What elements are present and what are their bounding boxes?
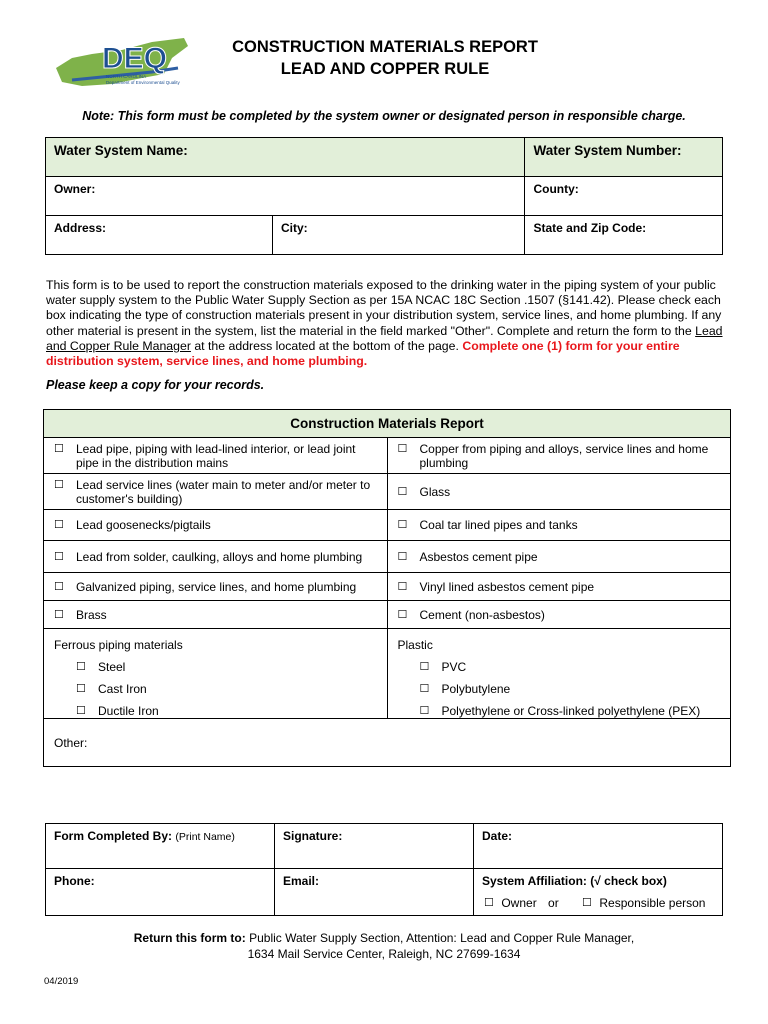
owner-field[interactable]: Owner:	[46, 177, 525, 216]
completion-table	[45, 823, 723, 916]
svg-text:NORTH CAROLINA: NORTH CAROLINA	[106, 74, 147, 79]
svg-text:Department of Environmental Qu: Department of Environmental Quality	[106, 80, 180, 85]
material-left-4-checkbox[interactable]: ☐	[54, 580, 64, 593]
material-right-4-checkbox[interactable]: ☐	[397, 580, 408, 593]
material-left-1	[44, 474, 388, 510]
material-label: Vinyl lined asbestos cement pipe	[419, 579, 595, 594]
material-right-5-checkbox[interactable]: ☐	[397, 608, 408, 621]
logo-text: DEQ	[102, 42, 168, 75]
deq-logo	[52, 28, 194, 100]
material-left-0-checkbox[interactable]: ☐	[54, 442, 64, 455]
material-right-0-checkbox[interactable]: ☐	[397, 442, 408, 455]
plastic-group-option-checkbox[interactable]: ☐	[419, 705, 430, 717]
plastic-group	[387, 629, 731, 719]
material-left-1-checkbox[interactable]: ☐	[54, 478, 64, 491]
address-field[interactable]: Address:	[46, 216, 273, 255]
city-field[interactable]: City:	[273, 216, 525, 255]
ferrous-group-option: Steel	[98, 660, 126, 674]
material-right-1	[387, 474, 731, 510]
material-label: Lead from solder, caulking, alloys and home plumbing	[76, 549, 363, 564]
materials-table	[43, 409, 731, 767]
ferrous-group-option-checkbox[interactable]: ☐	[76, 683, 86, 695]
instructions-paragraph: This form is to be used to report the construction materials exposed to the drinking water in the piping system of your public water supply system to the Public Water Supply Section as per 15A NCAC 18C Section .1507 (§141.42). Please check each box indicating the type of construction materials present in your distribution system, service lines, and home plumbing. If any other material is present in the system, list the material in the field marked "Other". Complete and return the form to the Lead and Copper Rule Manager at the address located at the bottom of the page. Complete one (1) form for your entire distribution system, service lines, and home plumbing.	[46, 278, 723, 369]
plastic-group-option: PVC	[441, 660, 467, 674]
plastic-group-option: Polyethylene or Cross-linked polyethylene (PEX)	[441, 704, 701, 718]
responsible-person-checkbox[interactable]: ☐	[582, 897, 592, 909]
completed-by-field[interactable]: Form Completed By: (Print Name)	[46, 824, 275, 869]
material-label: Lead pipe, piping with lead-lined interior, or lead joint pipe in the distribution mains	[76, 441, 356, 470]
plastic-group-option-checkbox[interactable]: ☐	[419, 683, 430, 695]
one-form-notice: Complete one (1) form for your entire distribution system, service lines, and home plumbing.	[46, 338, 680, 369]
date-field[interactable]: Date:	[474, 824, 723, 869]
lcr-manager-link[interactable]: Lead and Copper Rule Manager	[46, 323, 723, 353]
material-right-3-checkbox[interactable]: ☐	[397, 550, 408, 563]
material-left-2-checkbox[interactable]: ☐	[54, 519, 64, 531]
material-left-4	[44, 573, 388, 601]
signature-field[interactable]: Signature:	[275, 824, 474, 869]
water-system-number-field[interactable]: Water System Number:	[525, 138, 723, 177]
system-info-table	[45, 137, 723, 255]
phone-field[interactable]: Phone:	[46, 869, 275, 916]
ferrous-group-option: Cast Iron	[98, 682, 147, 696]
plastic-group-option-checkbox[interactable]: ☐	[419, 661, 430, 673]
return-address: Return this form to: Public Water Supply Section, Attention: Lead and Copper Rule Manager, 1634 Mail Service Center, Raleigh, NC 27699-1634	[133, 931, 635, 961]
material-label: Coal tar lined pipes and tanks	[419, 518, 578, 532]
material-right-2	[387, 510, 731, 541]
material-right-2-checkbox[interactable]: ☐	[397, 519, 408, 531]
material-left-0	[44, 438, 388, 474]
material-left-3	[44, 541, 388, 573]
material-right-5	[387, 601, 731, 629]
report-title: CONSTRUCTION MATERIALS REPORT	[232, 38, 538, 56]
material-left-5	[44, 601, 388, 629]
material-label: Lead service lines (water main to meter and/or meter to customer's building)	[76, 477, 371, 506]
ferrous-group-option-checkbox[interactable]: ☐	[76, 661, 86, 673]
material-right-4	[387, 573, 731, 601]
completion-note: Note: This form must be completed by the system owner or designated person in responsible charge.	[82, 109, 686, 123]
ferrous-group	[44, 629, 388, 719]
materials-heading: Construction Materials Report	[44, 410, 731, 438]
system-affiliation-field: System Affiliation: (√ check box) ☐ Owner or ☐ Responsible person	[474, 869, 723, 916]
material-left-5-checkbox[interactable]: ☐	[54, 608, 64, 621]
material-right-0	[387, 438, 731, 474]
material-label: Asbestos cement pipe	[419, 549, 538, 564]
material-label: Cement (non-asbestos)	[419, 607, 545, 622]
state-zip-field[interactable]: State and Zip Code:	[525, 216, 723, 255]
ferrous-group-option-checkbox[interactable]: ☐	[76, 705, 86, 717]
owner-checkbox[interactable]: ☐	[484, 897, 494, 909]
email-field[interactable]: Email:	[275, 869, 474, 916]
material-label: Glass	[419, 484, 451, 499]
material-right-3	[387, 541, 731, 573]
plastic-group-label: Plastic	[397, 638, 433, 652]
other-material-field[interactable]	[44, 719, 731, 767]
water-system-name-field[interactable]: Water System Name:	[46, 138, 525, 177]
other-label: Other:	[54, 735, 88, 750]
material-label: Lead goosenecks/pigtails	[76, 518, 211, 532]
ferrous-group-option: Ductile Iron	[98, 704, 159, 718]
plastic-group-option: Polybutylene	[441, 682, 511, 696]
material-left-2	[44, 510, 388, 541]
keep-copy-note: Please keep a copy for your records.	[46, 378, 265, 392]
material-label: Copper from piping and alloys, service lines and home plumbing	[419, 441, 709, 470]
report-subtitle: LEAD AND COPPER RULE	[280, 60, 490, 78]
material-label: Galvanized piping, service lines, and home plumbing	[76, 579, 357, 594]
ferrous-group-label: Ferrous piping materials	[54, 638, 183, 652]
material-label: Brass	[76, 607, 107, 622]
county-field[interactable]: County:	[525, 177, 723, 216]
material-right-1-checkbox[interactable]: ☐	[397, 485, 408, 498]
form-revision-date: 04/2019	[44, 976, 79, 987]
material-left-3-checkbox[interactable]: ☐	[54, 550, 64, 563]
